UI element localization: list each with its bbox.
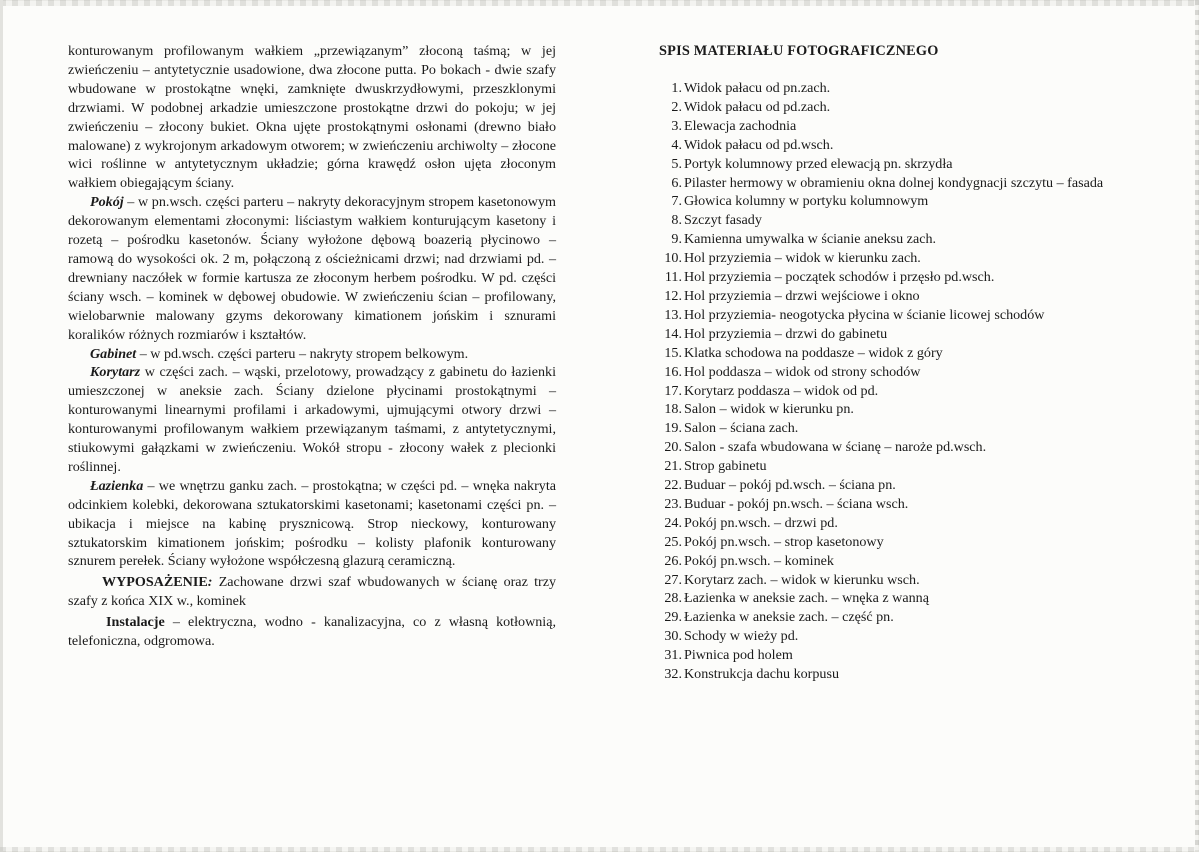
list-item-text: Klatka schodowa na poddasze – widok z góry	[684, 344, 943, 361]
list-item	[656, 174, 1116, 193]
scan-edge-bottom	[0, 847, 1199, 852]
list-item-number: 9.	[671, 231, 682, 248]
list-item-number: 25.	[664, 533, 682, 550]
list-item-text: Widok pałacu od pd.zach.	[684, 98, 831, 115]
paragraph-wyposazenie	[68, 573, 556, 611]
list-item-number: 28.	[664, 590, 682, 607]
list-item-number: 20.	[664, 439, 682, 456]
list-item	[656, 495, 1116, 514]
text-pokoj: – w pn.wsch. części parteru – nakryty dekoracyjnym stropem kasetonowym dekorowanym elementami złoconymi: liściastym wałkiem konturującym kasetony i rozetą – pośrodku kasetonów. Ściany wyłożone dębową boazerią płycinowo – ramową do wysokości ok. 2 m, połączoną z ościeżnicami drzwi; nad drzwiami pd. – drewniany naczółek w formie kartusza ze złoconym herbem pośrodku. W pd. części ściany wsch. – kominek w dębowej obudowie. W zwieńczeniu ścian – profilowany, wielobarwnie malowany gzyms dekorowany kimationem jońskim i sznurami koralików różnych rozmiarów i kształtów.	[68, 194, 556, 343]
list-item-number: 29.	[664, 609, 682, 626]
text-gabinet: – w pd.wsch. części parteru – nakryty stropem belkowym.	[136, 345, 469, 362]
list-item-number: 4.	[671, 136, 682, 153]
list-item	[656, 457, 1116, 476]
list-item-text: Buduar - pokój pn.wsch. – ściana wsch.	[684, 495, 909, 512]
text-instalacje: – elektryczna, wodno - kanalizacyjna, co z własną kotłownią, telefoniczna, odgromowa.	[68, 614, 556, 650]
list-item-number: 6.	[671, 174, 682, 191]
list-item-number: 8.	[671, 212, 682, 229]
heading-gabinet: Gabinet	[90, 345, 137, 362]
list-item-text: Pokój pn.wsch. – kominek	[684, 552, 834, 569]
list-item-number: 30.	[664, 628, 682, 645]
list-item-text: Hol przyziemia – drzwi do gabinetu	[684, 325, 888, 342]
list-item-text: Konstrukcja dachu korpusu	[684, 666, 839, 683]
list-item	[656, 419, 1116, 438]
list-item-text: Pokój pn.wsch. – drzwi pd.	[684, 514, 838, 531]
list-item-text: Portyk kolumnowy przed elewacją pn. skrzydła	[684, 155, 953, 172]
list-item	[656, 192, 1116, 211]
list-item-text: Korytarz zach. – widok w kierunku wsch.	[684, 571, 920, 588]
scan-edge-top	[0, 0, 1199, 6]
list-item-number: 23.	[664, 495, 682, 512]
list-item-text: Hol przyziemia – początek schodów i przęsło pd.wsch.	[684, 269, 995, 286]
scan-edge-right	[1195, 0, 1199, 852]
list-item-number: 15.	[664, 344, 682, 361]
list-item	[656, 382, 1116, 401]
list-item	[656, 438, 1116, 457]
list-item-text: Elewacja zachodnia	[684, 117, 797, 134]
list-item	[656, 325, 1116, 344]
list-item-text: Pokój pn.wsch. – strop kasetonowy	[684, 533, 884, 550]
heading-pokoj: Pokój	[90, 194, 124, 211]
list-item	[656, 646, 1116, 665]
list-item-number: 14.	[664, 325, 682, 342]
photo-list	[656, 79, 1116, 684]
heading-wyposazenie: WYPOSAŻENIE	[102, 574, 208, 591]
list-item-number: 7.	[671, 193, 682, 210]
scan-edge-left	[0, 0, 3, 852]
heading-korytarz: Korytarz	[90, 364, 141, 381]
list-item	[656, 136, 1116, 155]
text-korytarz: w części zach. – wąski, przelotowy, prowadzący z gabinetu do łazienki umieszczonej w aneksie zach. Ściany dzielone płycinami prostokątnymi – konturowanymi linearnymi profilami i arkadowymi, ujmującymi otwory drzwi – konturowanymi profilowanym wałkiem przewiązanym taśmami, z antytetycznymi, stiukowymi gałązkami w zwieńczeniu. Wokół stropu - złocony wałek z plecionki roślinnej.	[68, 364, 556, 475]
list-item	[656, 287, 1116, 306]
list-item	[656, 155, 1116, 174]
list-item	[656, 476, 1116, 495]
list-item-number: 5.	[671, 155, 682, 172]
list-item	[656, 608, 1116, 627]
list-item-text: Widok pałacu od pn.zach.	[684, 80, 831, 96]
list-item-number: 26.	[664, 552, 682, 569]
list-item	[656, 571, 1116, 590]
list-item-text: Piwnica pod holem	[684, 647, 793, 664]
list-item-number: 2.	[671, 98, 682, 115]
right-column	[656, 42, 1116, 684]
list-item-number: 27.	[664, 571, 682, 588]
list-item	[656, 98, 1116, 117]
list-item-text: Schody w wieży pd.	[684, 628, 799, 645]
list-item	[656, 79, 1116, 98]
list-item-number: 24.	[664, 514, 682, 531]
list-item	[656, 268, 1116, 287]
list-item-text: Pilaster hermowy w obramieniu okna dolnej kondygnacji szczytu – fasada	[684, 174, 1104, 191]
list-item-number: 10.	[664, 250, 682, 267]
heading-lazienka: Łazienka	[90, 477, 144, 494]
list-item-text: Łazienka w aneksie zach. – wnęka z wanną	[684, 590, 929, 607]
list-item	[656, 533, 1116, 552]
photo-list-title: SPIS MATERIAŁU FOTOGRAFICZNEGO	[659, 43, 939, 59]
heading-wyposazenie-colon: :	[207, 574, 213, 591]
list-item-text: Salon – widok w kierunku pn.	[684, 401, 854, 418]
list-item-number: 22.	[664, 477, 682, 494]
list-item-number: 19.	[664, 420, 682, 437]
list-item	[656, 306, 1116, 325]
list-item-number: 32.	[664, 666, 682, 683]
list-item-text: Korytarz poddasza – widok od pd.	[684, 382, 879, 399]
list-item	[656, 211, 1116, 230]
paragraph-salon-continued: konturowanym profilowanym wałkiem „przewiązanym” złoconą taśmą; w jej zwieńczeniu – antytetycznie usadowione, dwa złocone putta. Po bokach - dwie szafy wbudowane w prostokątne wnęki, zamknięte dwuskrzydłowymi, przeszklonymi drzwiami. W podobnej arkadzie umieszczone prostokątne drzwi do pokoju; w jej zwieńczeniu – złocony bukiet. Okna ujęte prostokątnymi osłonami (drewno biało malowane) z wykrojonym arkadowym otworem; w zwieńczeniu archiwolty – złocone wici roślinne w antytetycznym układzie; górna krawędź osłon ujęta złoconym wałkiem obiegającym ściany.	[68, 43, 556, 192]
list-item-text: Hol przyziemia – widok w kierunku zach.	[684, 250, 921, 267]
list-item-number: 31.	[664, 647, 682, 664]
list-item	[656, 552, 1116, 571]
list-item	[656, 363, 1116, 382]
paragraph-instalacje	[68, 613, 556, 651]
paragraph-gabinet	[68, 345, 556, 364]
list-item	[656, 117, 1116, 136]
list-item-text: Łazienka w aneksie zach. – część pn.	[684, 609, 894, 626]
list-item-text: Buduar – pokój pd.wsch. – ściana pn.	[684, 477, 896, 494]
list-item-text: Głowica kolumny w portyku kolumnowym	[684, 193, 929, 210]
list-item	[656, 627, 1116, 646]
list-item-number: 18.	[664, 401, 682, 418]
list-item-text: Hol przyziemia – drzwi wejściowe i okno	[684, 287, 920, 304]
list-item-number: 1.	[671, 80, 682, 96]
list-item-text: Hol poddasza – widok od strony schodów	[684, 363, 921, 380]
list-item-number: 17.	[664, 382, 682, 399]
list-item	[656, 249, 1116, 268]
list-item-number: 16.	[664, 363, 682, 380]
list-item-text: Hol przyziemia- neogotycka płycina w ścianie licowej schodów	[684, 306, 1045, 323]
list-item-text: Strop gabinetu	[684, 458, 767, 475]
list-item-number: 21.	[664, 458, 682, 475]
list-item	[656, 514, 1116, 533]
list-item	[656, 589, 1116, 608]
list-item-text: Salon – ściana zach.	[684, 420, 799, 437]
list-item	[656, 344, 1116, 363]
list-item	[656, 400, 1116, 419]
text-wyposazenie: Zachowane drzwi szaf wbudowanych w ścianę oraz trzy szafy z końca XIX w., kominek	[68, 574, 556, 610]
list-item	[656, 230, 1116, 249]
list-item-number: 12.	[664, 287, 682, 304]
list-item-number: 3.	[671, 117, 682, 134]
list-item-number: 13.	[664, 306, 682, 323]
paragraph-lazienka	[68, 477, 556, 572]
list-item	[656, 665, 1116, 684]
left-column	[68, 42, 556, 651]
text-lazienka: – we wnętrzu ganku zach. – prostokątna; w części pd. – wnęka nakryta odcinkiem kolebki, dekorowana sztukatorskimi kasetonami; kasetonami części pn. – ubikacja i miejsce na kabinę prysznicową. Strop nieckowy, konturowany sztukatorskim kimationem jońskim; pośrodku – kolisty plafonik konturowany sznurem perełek. Ściany wyłożone współczesną glazurą ceramiczną.	[68, 477, 556, 570]
list-item-text: Salon - szafa wbudowana w ścianę – naroże pd.wsch.	[684, 439, 987, 456]
paragraph-pokoj	[68, 193, 556, 344]
list-item-number: 11.	[664, 269, 682, 286]
list-item-text: Kamienna umywalka w ścianie aneksu zach.	[684, 231, 937, 248]
list-item-text: Widok pałacu od pd.wsch.	[684, 136, 834, 153]
heading-instalacje: Instalacje	[106, 614, 165, 631]
list-item-text: Szczyt fasady	[684, 212, 762, 229]
paragraph-korytarz	[68, 363, 556, 476]
